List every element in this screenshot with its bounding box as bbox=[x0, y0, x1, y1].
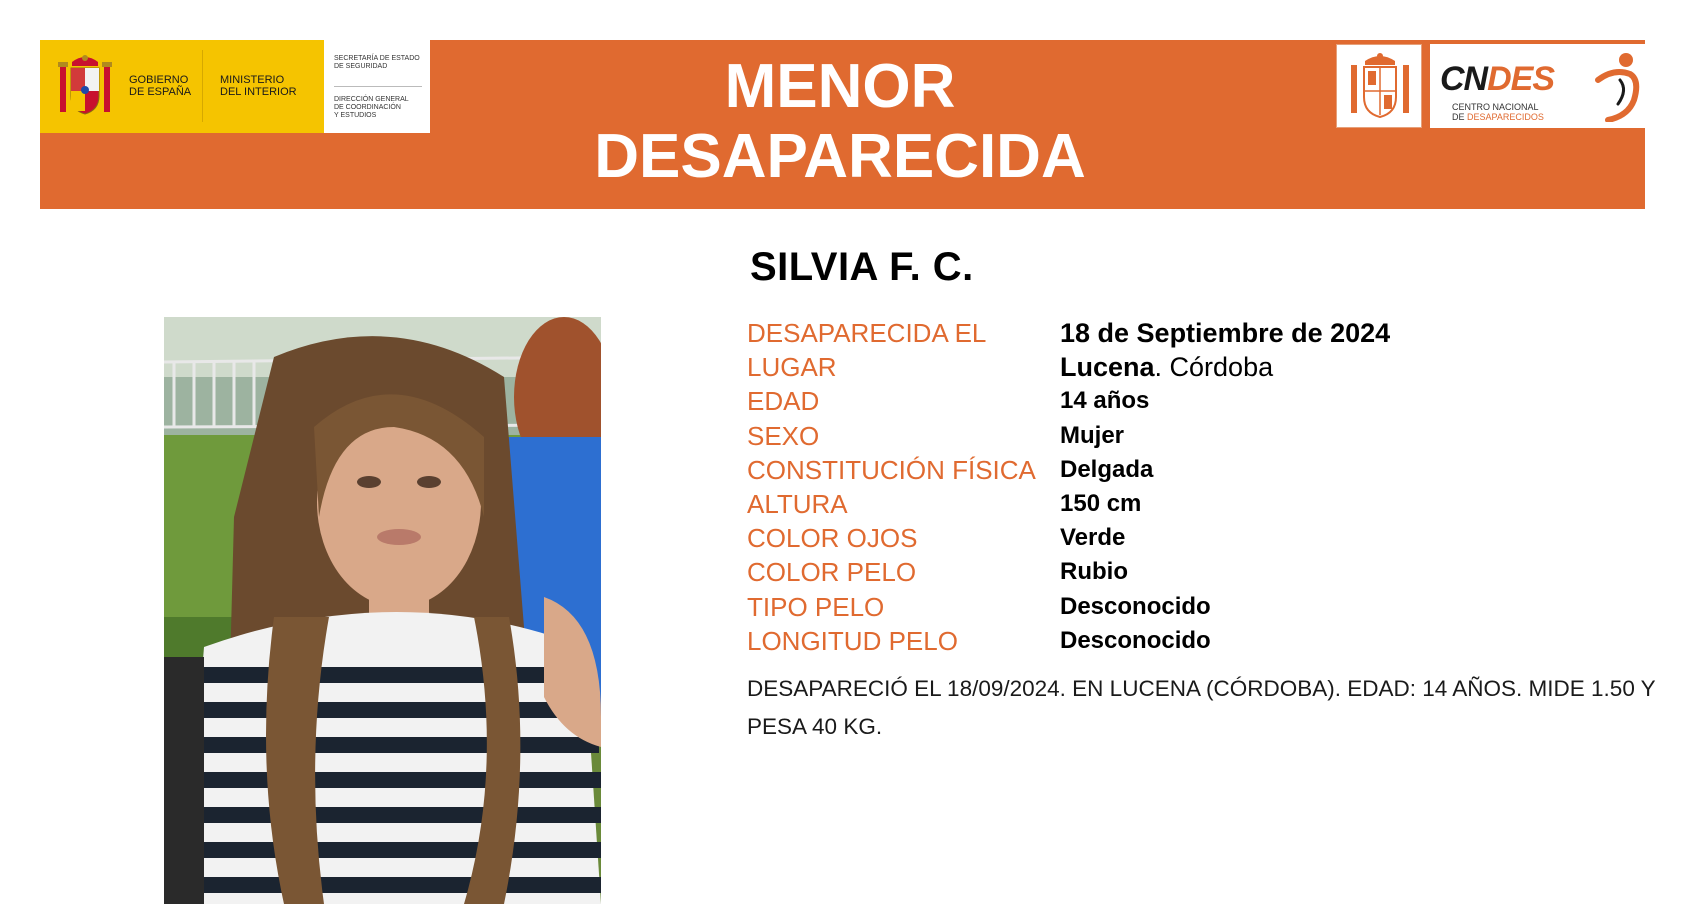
detail-value: Mujer bbox=[1060, 421, 1125, 449]
description-text: DESAPARECIÓ EL 18/09/2024. EN LUCENA (CÓRDOBA). EDAD: 14 AÑOS. MIDE 1.50 Y PESA 40 KG. bbox=[747, 676, 1656, 739]
cndes-shield-logo bbox=[1336, 44, 1422, 128]
cndes-subtitle-1: CENTRO NACIONAL bbox=[1452, 102, 1539, 112]
detail-value: Lucena. Córdoba bbox=[1060, 352, 1274, 383]
coat-of-arms-icon bbox=[1347, 51, 1413, 123]
detail-value: 14 años bbox=[1060, 387, 1150, 415]
cndes-wordmark: CNDES bbox=[1440, 60, 1555, 98]
secretaria-text: SECRETARÍA DE ESTADO DE SEGURIDAD bbox=[334, 55, 420, 70]
detail-value: 150 cm bbox=[1060, 489, 1142, 517]
detail-value: Desconocido bbox=[1060, 592, 1211, 620]
detail-value: Rubio bbox=[1060, 558, 1128, 586]
detail-value: 18 de Septiembre de 2024 bbox=[1060, 318, 1391, 348]
page-title bbox=[430, 52, 1250, 192]
government-logo-block bbox=[40, 40, 430, 133]
gov-divider bbox=[202, 50, 203, 122]
detail-label: ALTURA bbox=[747, 488, 848, 519]
running-figure-icon bbox=[1590, 50, 1646, 122]
detail-label: LUGAR bbox=[747, 352, 837, 383]
person-name: SILVIA F. C. bbox=[750, 245, 974, 289]
direccion-text: DIRECCIÓN GENERAL DE COORDINACIÓN Y ESTUDIOS bbox=[334, 96, 409, 119]
ministry-name: MINISTERIO DEL INTERIOR bbox=[220, 74, 297, 98]
spain-coat-of-arms-icon bbox=[54, 52, 116, 122]
cndes-subtitle-2: DE DESAPARECIDOS bbox=[1452, 112, 1544, 122]
detail-value: Delgada bbox=[1060, 455, 1154, 483]
detail-value: Desconocido bbox=[1060, 626, 1211, 654]
gov-yellow-panel bbox=[40, 40, 324, 133]
detail-label: TIPO PELO bbox=[747, 591, 885, 622]
detail-label: EDAD bbox=[747, 386, 820, 417]
detail-label: SEXO bbox=[747, 420, 820, 451]
detail-value: Verde bbox=[1060, 524, 1126, 552]
gov-white-divider bbox=[334, 86, 422, 87]
photo-illustration bbox=[164, 317, 601, 904]
detail-label: DESAPARECIDA EL bbox=[747, 318, 987, 348]
detail-label: CONSTITUCIÓN FÍSICA bbox=[747, 454, 1036, 485]
detail-label: LONGITUD PELO bbox=[747, 625, 958, 656]
title-line-1: MENOR bbox=[724, 52, 956, 121]
title-line-2: DESAPARECIDA bbox=[594, 122, 1086, 191]
detail-label: COLOR PELO bbox=[747, 557, 917, 588]
gov-white-panel bbox=[324, 40, 430, 133]
detail-label: COLOR OJOS bbox=[747, 523, 918, 554]
cndes-logo bbox=[1430, 44, 1652, 128]
missing-person-photo bbox=[164, 317, 601, 904]
gov-name: GOBIERNO DE ESPAÑA bbox=[129, 74, 192, 98]
